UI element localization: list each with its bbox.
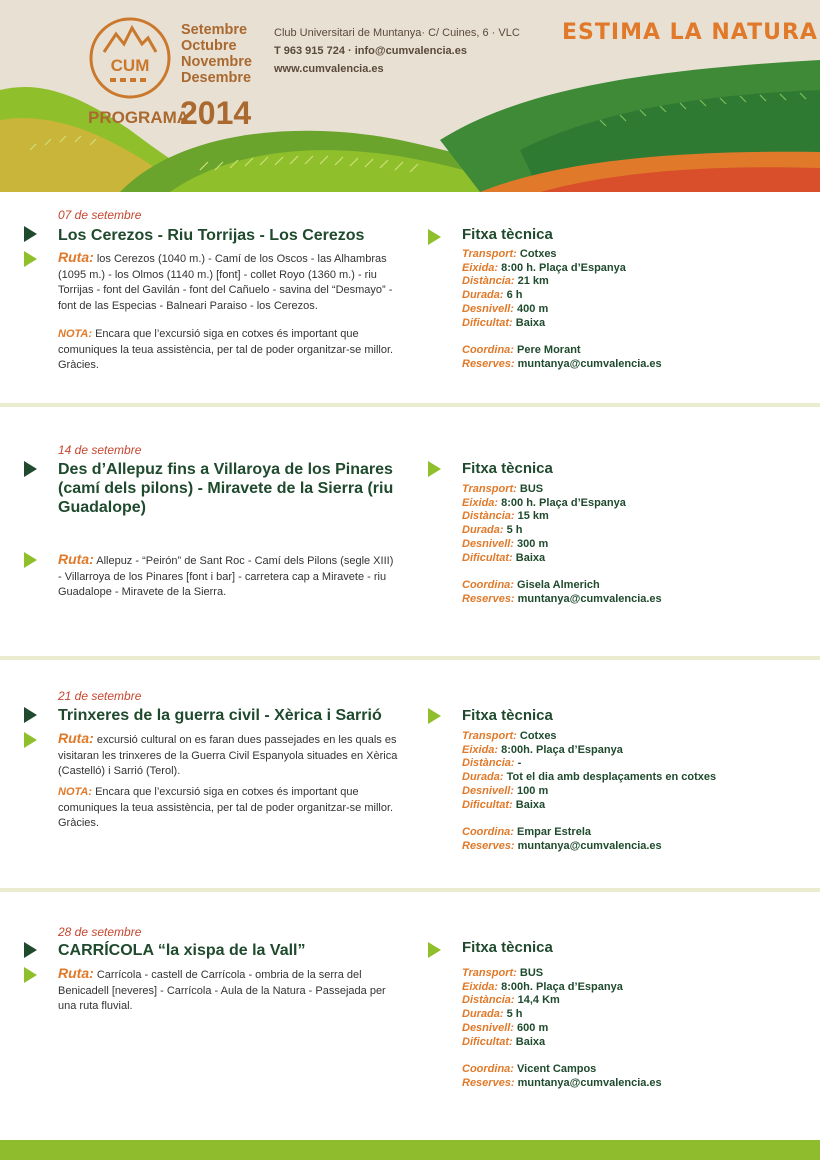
ruta-text: los Cerezos (1040 m.) - Camí de los Oscos - las Alhambras (1095 m.) - los Olmos (1140 m.) [font] - collet Royo (1360 m.) - riu Torrijas - font del Gavilán - font del Cañuelo - savina del “Desmayo” - font de las Especias - Balneari Paraiso - los Cerezos. (58, 253, 393, 312)
fitxa-heading: Fitxa tècnica (462, 707, 553, 724)
fitxa-heading: Fitxa tècnica (462, 460, 553, 477)
arrow-icon (24, 707, 37, 723)
section-divider (0, 888, 820, 892)
coordina-value: Gisela Almerich (517, 579, 600, 592)
ruta-text: Allepuz - “Peirón” de Sant Roc - Camí dels Pilons (segle XIII) - Villarroya de los Pinares [font i bar] - carretera cap a Miravete - riu Guadalope - Miravete de la Sierra. (58, 555, 394, 598)
excursion-title: Des d’Allepuz fins a Villaroya de los Pinares (camí dels pilons) - Miravete de la Sierra (riu Guadalope) (58, 461, 394, 516)
programa-label: PROGRAMA (88, 108, 190, 127)
arrow-icon (24, 461, 37, 477)
arrow-icon (428, 942, 441, 958)
section-divider (0, 403, 820, 407)
ruta-text: Carrícola - castell de Carrícola - ombria de la serra del Benicadell [neveres] - Carrícola - Aula de la Natura - Passejada per una ruta fluvial. (58, 969, 386, 1012)
ruta-label: Ruta: (58, 249, 94, 265)
excursion-date: 28 de setembre (58, 925, 142, 939)
arrow-icon (428, 229, 441, 245)
transport-value: BUS (519, 967, 544, 979)
excursion-note (58, 785, 398, 832)
club-website[interactable]: www.cumvalencia.es (274, 63, 384, 75)
arrow-icon (24, 552, 37, 568)
reserves-email[interactable]: muntanya@cumvalencia.es (517, 357, 662, 370)
excursion-date: 21 de setembre (58, 689, 142, 703)
footer-bar (0, 1140, 820, 1160)
excursion-title: Trinxeres de la guerra civil - Xèrica i Sarrió (58, 707, 382, 724)
dificultat-value: Baixa (515, 1035, 546, 1048)
excursion-route (58, 250, 398, 314)
reserves-email[interactable]: muntanya@cumvalencia.es (517, 592, 662, 605)
programa-year: 2014 (180, 95, 252, 131)
month: Novembre (181, 54, 252, 70)
arrow-icon (24, 967, 37, 983)
eixida-value: 8:00h. Plaça d’Espanya (501, 743, 623, 756)
club-contact (274, 24, 520, 78)
transport-value: BUS (519, 483, 544, 495)
slogan: ESTIMA LA NATURA (562, 20, 818, 45)
transport-value: Cotxes (519, 248, 557, 260)
nota-label: NOTA: (58, 328, 93, 340)
eixida-value: 8:00 h. Plaça d’Espanya (501, 261, 626, 274)
eixida-value: 8:00h. Plaça d’Espanya (501, 980, 623, 993)
excursion-note (58, 327, 398, 374)
desnivell-value: 600 m (517, 1021, 549, 1034)
durada-value: 5 h (506, 524, 523, 537)
desnivell-value: 400 m (517, 302, 549, 315)
arrow-icon (24, 226, 37, 242)
fitxa-tecnica: Transport: Cotxes Eixida: 8:00 h. Plaça d’Espanya Distància: 21 km Durada: 6 h Desnivell: 400 m Dificultat: Baixa Coordina: Pere Morant Reserves: muntanya@cumvalencia.es (462, 248, 662, 370)
header-banner (0, 0, 820, 192)
month: Desembre (181, 70, 252, 86)
nota-text: Encara que l’excursió siga en cotxes és important que comuniques la teua assistència, per tal de poder organitzar-se millor. Gràcies. (58, 328, 394, 371)
dificultat-value: Baixa (515, 316, 546, 329)
transport-value: Cotxes (519, 730, 557, 742)
distancia-value: 15 km (517, 510, 549, 523)
fitxa-tecnica: Transport: BUS Eixida: 8:00h. Plaça d’Espanya Distància: 14,4 Km Durada: 5 h Desnivell: 600 m Dificultat: Baixa Coordina: Vicent Campos Reserves: muntanya@cumvalencia.es (462, 967, 662, 1089)
excursion-title: Los Cerezos - Riu Torrijas - Los Cerezos (58, 227, 365, 244)
ruta-label: Ruta: (58, 965, 94, 981)
desnivell-value: 100 m (517, 784, 549, 797)
month: Octubre (181, 38, 237, 54)
distancia-value: - (517, 757, 522, 770)
ruta-label: Ruta: (58, 551, 94, 567)
nota-label: NOTA: (58, 786, 93, 798)
reserves-email[interactable]: muntanya@cumvalencia.es (517, 839, 662, 852)
excursion-title: CARRÍCOLA “la xispa de la Vall” (58, 942, 306, 959)
excursion-route (58, 552, 398, 601)
excursion-date: 07 de setembre (58, 208, 142, 222)
dificultat-value: Baixa (515, 551, 546, 564)
nota-text: Encara que l’excursió siga en cotxes és important que comuniques la teua assistència, per tal de poder organitzar-se millor. Gràcies. (58, 786, 394, 829)
excursion-date: 14 de setembre (58, 443, 142, 457)
ruta-text: excursió cultural on es faran dues passejades en les quals es visitaran les trinxeres de la Guerra Civil Espanyola situades en Xèrica (Castelló) i Sarrió (Terol). (58, 734, 398, 777)
fitxa-heading: Fitxa tècnica (462, 939, 553, 956)
fitxa-tecnica: Transport: BUS Eixida: 8:00 h. Plaça d’Espanya Distància: 15 km Durada: 5 h Desnivell: 300 m Dificultat: Baixa Coordina: Gisela Almerich Reserves: muntanya@cumvalencia.es (462, 483, 662, 605)
eixida-value: 8:00 h. Plaça d’Espanya (501, 496, 626, 509)
excursion-route (58, 731, 398, 780)
club-address: Club Universitari de Muntanya· C/ Cuines, 6 · VLC (274, 27, 520, 39)
fitxa-tecnica: Transport: Cotxes Eixida: 8:00h. Plaça d’Espanya Distància: - Durada: Tot el dia amb desplaçaments en cotxes Desnivell: 100 m Dificultat: Baixa Coordina: Empar Estrela Reserves: muntanya@cumvalencia.es (462, 730, 717, 852)
coordina-value: Vicent Campos (517, 1063, 597, 1076)
excursion-route (58, 966, 398, 1015)
coordina-value: Empar Estrela (517, 826, 591, 839)
arrow-icon (428, 461, 441, 477)
dificultat-value: Baixa (515, 798, 546, 811)
arrow-icon (428, 708, 441, 724)
durada-value: 6 h (506, 289, 523, 302)
desnivell-value: 300 m (517, 537, 549, 550)
arrow-icon (24, 251, 37, 267)
coordina-value: Pere Morant (517, 344, 581, 357)
distancia-value: 14,4 Km (517, 994, 560, 1007)
arrow-icon (24, 942, 37, 958)
logo-text: CUM (110, 56, 150, 75)
club-phone-email: T 963 915 724 · info@cumvalencia.es (274, 45, 467, 57)
arrow-icon (24, 732, 37, 748)
ruta-label: Ruta: (58, 730, 94, 746)
durada-value: Tot el dia amb desplaçaments en cotxes (506, 771, 717, 784)
section-divider (0, 656, 820, 660)
distancia-value: 21 km (517, 275, 549, 288)
month: Setembre (181, 22, 248, 38)
months-list (181, 22, 252, 86)
durada-value: 5 h (506, 1008, 523, 1021)
reserves-email[interactable]: muntanya@cumvalencia.es (517, 1076, 662, 1089)
fitxa-heading: Fitxa tècnica (462, 226, 553, 243)
